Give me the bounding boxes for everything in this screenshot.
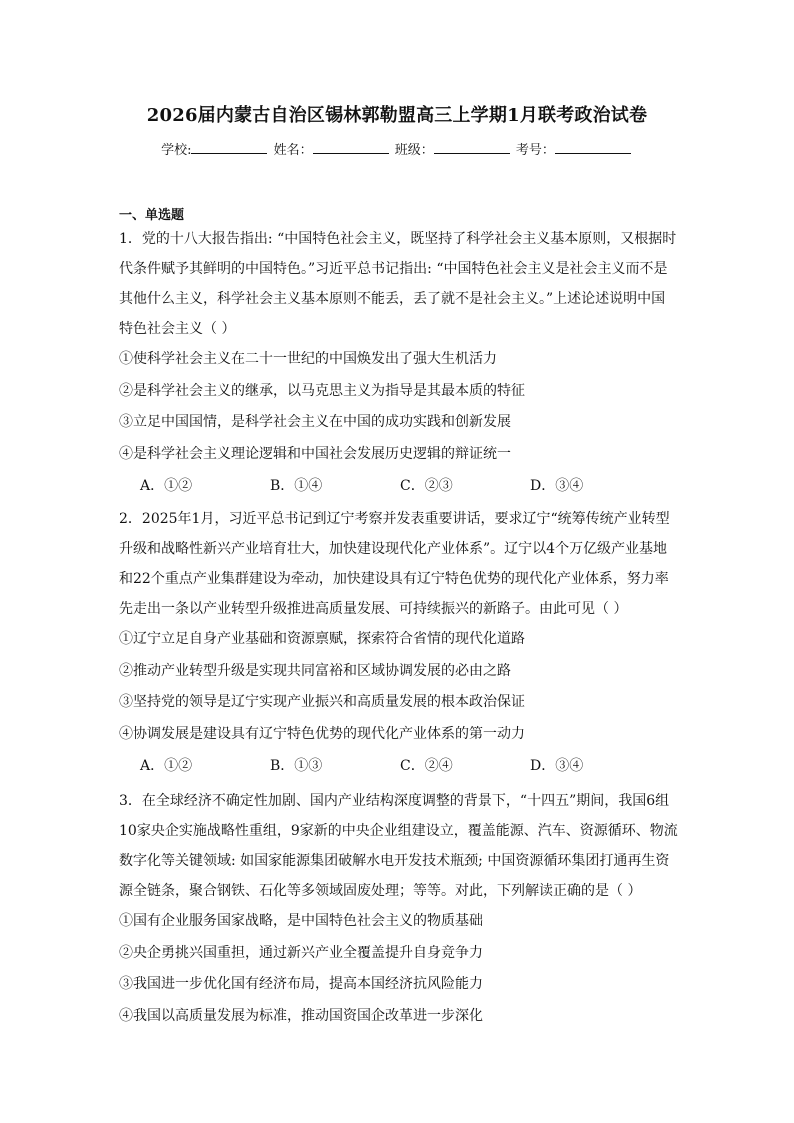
- stem-line: 和22个重点产业集群建设为牵动，加快建设具有辽宁特色优势的现代化产业体系，努力率: [119, 571, 669, 587]
- stem-line: 特色社会主义（ ）: [119, 321, 236, 337]
- stem-line: 升级和战略性新兴产业培育壮大，加快建设现代化产业体系”。辽宁以4个万亿级产业基地: [119, 541, 668, 557]
- statement-option: ④我国以高质量发展为标准，推动国资国企改革进一步深化: [119, 1007, 483, 1024]
- student-info-line: [0, 140, 794, 160]
- answer-choices: [119, 470, 679, 503]
- question-stem: [119, 786, 679, 906]
- statement-option: ①使科学社会主义在二十一世纪的中国焕发出了强大生机活力: [119, 351, 497, 367]
- choice-b[interactable]: B．①④: [270, 478, 323, 494]
- statement-option: ④协调发展是建设具有辽宁特色优势的现代化产业体系的第一动力: [119, 725, 525, 742]
- choice-c[interactable]: C．②③: [400, 478, 453, 494]
- exam-title: 2026届内蒙古自治区锡林郭勒盟高三上学期1月联考政治试卷: [146, 105, 648, 126]
- stem-line: 其他什么主义，科学社会主义基本原则不能丢，丢了就不是社会主义。”上述论述说明中国: [119, 291, 666, 307]
- school-blank[interactable]: [191, 140, 267, 154]
- choice-c[interactable]: C．②④: [400, 758, 453, 774]
- stem-line: 源全链条，聚合钢铁、石化等多领域固废处理；等等。对此，下列解读正确的是（ ）: [119, 883, 642, 899]
- stem-line: 代条件赋予其鲜明的中国特色。”习近平总书记指出: “中国特色社会主义是社会主义而不是: [119, 261, 668, 277]
- choice-a[interactable]: A．①②: [140, 758, 193, 774]
- statement-option: ④是科学社会主义理论逻辑和中国社会发展历史逻辑的辩证统一: [119, 445, 511, 462]
- stem-line: 数字化等关键领域: 如国家能源集团破解水电开发技术瓶颈; 中国资源循环集团打通再生资: [119, 853, 670, 869]
- section-heading: 一、单选题: [119, 208, 185, 223]
- choice-d[interactable]: D．③④: [530, 478, 584, 494]
- question-stem: [119, 224, 679, 344]
- stem-line: 2．2025年1月，习近平总书记到辽宁考察并发表重要讲话，要求辽宁“统筹传统产业转型: [119, 511, 670, 527]
- question-2: [119, 504, 679, 783]
- statement-option: ③坚持党的领导是辽宁实现产业振兴和高质量发展的根本政治保证: [119, 694, 525, 710]
- statement-option: ②央企勇挑兴国重担，通过新兴产业全覆盖提升自身竞争力: [119, 944, 483, 961]
- statement-option: ②推动产业转型升级是实现共同富裕和区域协调发展的必由之路: [119, 662, 511, 679]
- school-label: 学校:: [161, 143, 192, 158]
- statement-option: ②是科学社会主义的继承，以马克思主义为指导是其最本质的特征: [119, 382, 525, 399]
- question-3: [119, 786, 679, 1032]
- question-1: [119, 224, 679, 503]
- exam-no-label: 考号：: [515, 143, 555, 158]
- statement-option: ①国有企业服务国家战略，是中国特色社会主义的物质基础: [119, 913, 483, 929]
- answer-choices: [119, 750, 679, 783]
- question-stem: [119, 504, 679, 624]
- class-blank[interactable]: [434, 140, 510, 154]
- choice-b[interactable]: B．①③: [270, 758, 323, 774]
- exam-no-blank[interactable]: [555, 140, 631, 154]
- choice-a[interactable]: A．①②: [140, 478, 193, 494]
- name-label: 姓名：: [273, 143, 313, 158]
- statement-option: ③立足中国国情，是科学社会主义在中国的成功实践和创新发展: [119, 414, 511, 430]
- statement-option: ③我国进一步优化国有经济布局，提高本国经济抗风险能力: [119, 976, 483, 992]
- stem-line: 1．党的十八大报告指出: “中国特色社会主义，既坚持了科学社会主义基本原则，又根据时: [119, 231, 677, 247]
- stem-line: 3．在全球经济不确定性加剧、国内产业结构深度调整的背景下，“十四五”期间，我国6组: [119, 793, 670, 809]
- stem-line: 先走出一条以产业转型升级推进高质量发展、可持续振兴的新路子。由此可见（ ）: [119, 601, 628, 617]
- choice-d[interactable]: D．③④: [530, 758, 584, 774]
- class-label: 班级：: [394, 143, 434, 158]
- name-blank[interactable]: [313, 140, 389, 154]
- statement-option: ①辽宁立足自身产业基础和资源禀赋，探索符合省情的现代化道路: [119, 631, 525, 647]
- stem-line: 10家央企实施战略性重组，9家新的中央企业组建设立，覆盖能源、汽车、资源循环、物流: [119, 823, 678, 839]
